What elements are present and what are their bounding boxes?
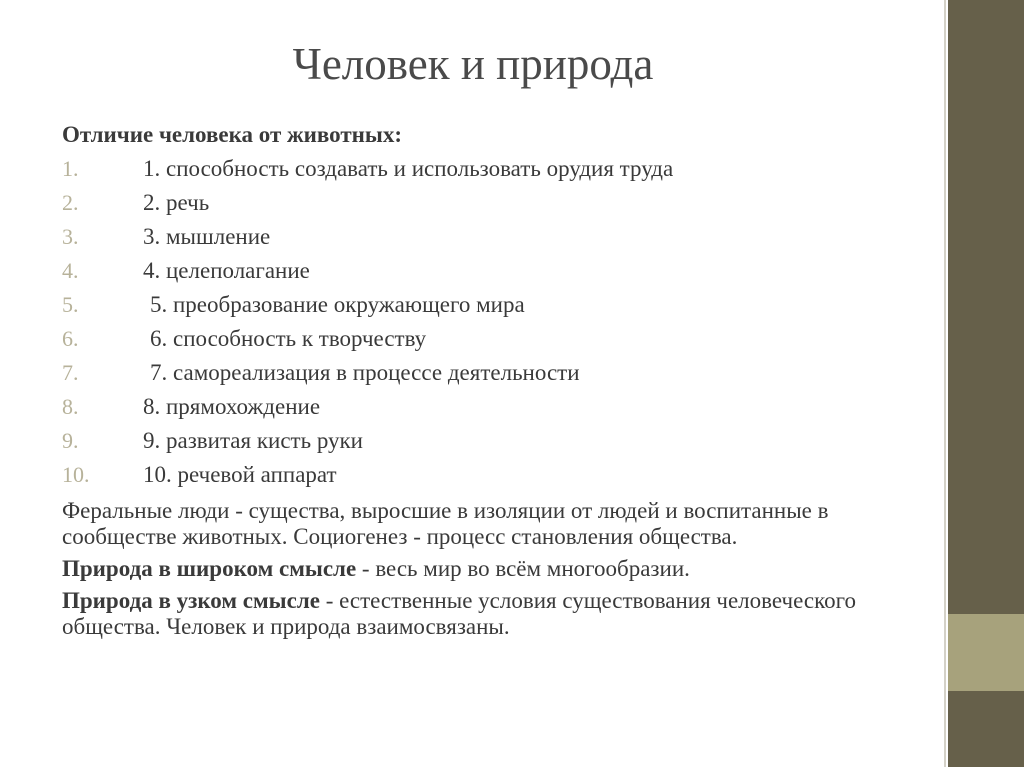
list-item — [62, 152, 932, 186]
list-number: 8. — [62, 394, 79, 419]
list-item — [62, 390, 932, 424]
list-item — [62, 356, 932, 390]
list-item-text: 2. речь — [143, 190, 210, 215]
list-number: 7. — [62, 360, 79, 385]
list-item-text: 6. способность к творчеству — [150, 326, 427, 351]
list-item — [62, 254, 932, 288]
list-item-text: 5. преобразование окружающего мира — [150, 292, 525, 317]
list-item — [62, 220, 932, 254]
slide-content — [62, 118, 932, 640]
list-item — [62, 424, 932, 458]
list-number: 3. — [62, 224, 79, 249]
broad-definition-text: - весь мир во всём многообразии. — [356, 556, 690, 581]
list-number: 1. — [62, 156, 79, 181]
list-item — [62, 322, 932, 356]
list-item-text: 4. целеполагание — [143, 258, 310, 283]
narrow-definition-text: - естественные условия существования человеческого общества. Человек и природа взаимосвязаны. — [62, 588, 856, 639]
list-number: 6. — [62, 326, 79, 351]
list-heading: Отличие человека от животных: — [62, 122, 403, 147]
broad-definition — [62, 556, 932, 582]
list-item-text: 1. способность создавать и использовать орудия труда — [143, 156, 674, 181]
list-number: 10. — [62, 462, 90, 487]
narrow-term: Природа в узком смысле — [62, 588, 320, 613]
list-item — [62, 288, 932, 322]
list-item-text: 9. развитая кисть руки — [143, 428, 363, 453]
list-item-text: 10. речевой аппарат — [143, 462, 337, 487]
feral-paragraph: Феральные люди - существа, выросшие в изоляции от людей и воспитанные в сообществе животных. Социогенез - процесс становления общества. — [62, 498, 829, 549]
list-item-text: 8. прямохождение — [143, 394, 321, 419]
list-number: 9. — [62, 428, 79, 453]
list-number: 2. — [62, 190, 79, 215]
differences-list — [62, 152, 932, 492]
list-number: 5. — [62, 292, 79, 317]
decorative-sidebar-accent — [948, 614, 1024, 691]
broad-term: Природа в широком смысле — [62, 556, 357, 581]
list-item-text: 3. мышление — [143, 224, 271, 249]
list-number: 4. — [62, 258, 79, 283]
list-item-text: 7. самореализация в процессе деятельности — [150, 360, 580, 385]
list-item — [62, 186, 932, 220]
narrow-definition — [62, 588, 932, 640]
slide-title: Человек и природа — [292, 39, 654, 89]
list-item — [62, 458, 932, 492]
